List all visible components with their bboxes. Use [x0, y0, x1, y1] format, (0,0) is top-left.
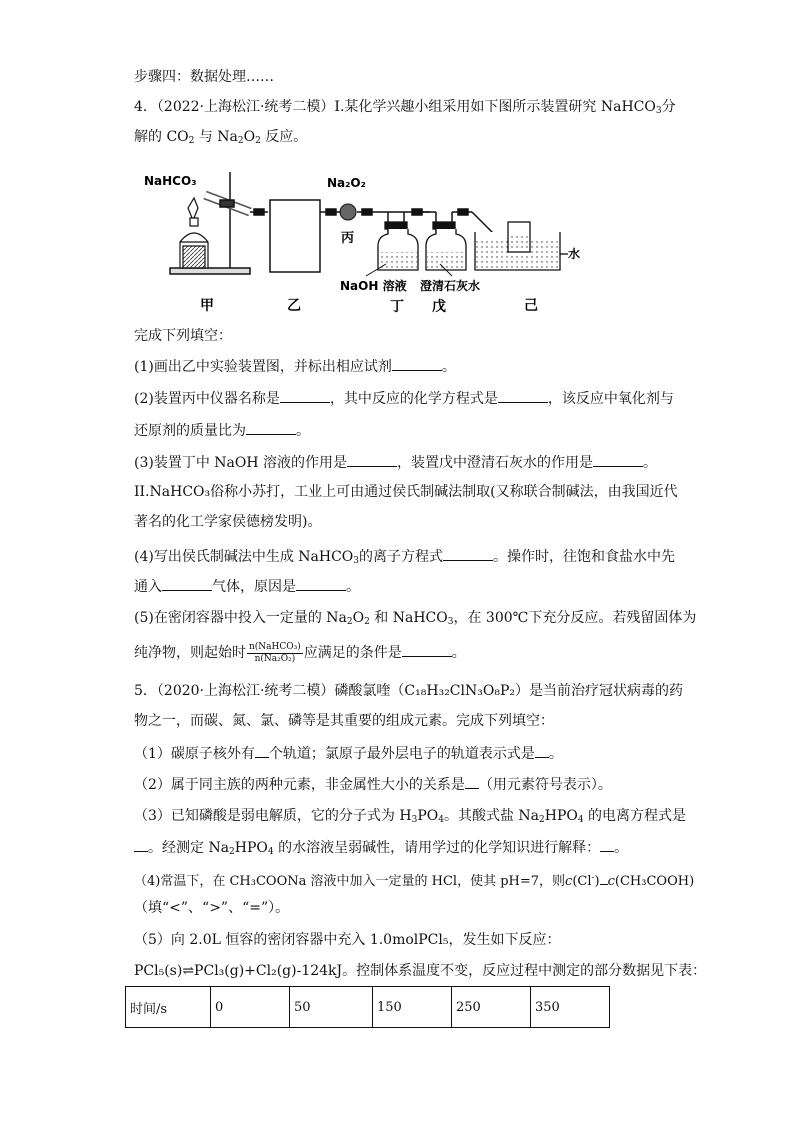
- text-span: (4)写出侯氏制碱法中生成 NaHCO: [134, 549, 354, 565]
- question-line: [134, 576, 360, 597]
- text-span: 的离子方程式: [359, 549, 444, 565]
- text-span: O: [352, 610, 365, 626]
- question-line: [134, 743, 563, 764]
- water-label: 水: [568, 247, 581, 261]
- label-jia: 甲: [200, 298, 214, 314]
- text-span: (5)在密闭容器中投入一定量的 Na: [134, 610, 347, 626]
- text-span: 。: [296, 423, 310, 439]
- reagent-limewater-label: 澄清石灰水: [420, 279, 481, 293]
- text-span: 。: [614, 840, 629, 856]
- subscript: 4: [577, 815, 584, 825]
- reagent-na2o2-label: Na₂O₂: [327, 176, 366, 190]
- answer-blank[interactable]: [600, 837, 614, 852]
- question-line: [134, 452, 657, 473]
- answer-blank[interactable]: [134, 837, 148, 852]
- subscript: 3: [655, 106, 662, 116]
- superscript: -: [591, 873, 595, 883]
- table-cell: 250: [452, 987, 531, 1028]
- answer-blank[interactable]: [255, 743, 269, 758]
- text-line: （填“<”、“>”、“=”）。: [134, 900, 290, 916]
- text-span: (1)画出乙中实验装置图，并标出相应试剂: [134, 359, 392, 375]
- question-line: [134, 388, 674, 409]
- fraction-denominator: n(Na₂O₂): [254, 653, 296, 664]
- subscript: 4: [267, 847, 274, 857]
- text-span: ): [594, 874, 600, 889]
- text-line: （5）向 2.0L 恒容的密闭容器中充入 1.0molPCl₅，发生如下反应：: [134, 932, 561, 948]
- text-span: 4．（2022·上海松江·统考二模）I.某化学兴趣小组采用如下图所示装置研究 NaHCO: [134, 99, 656, 115]
- text-span: (CH₃COOH): [614, 874, 695, 889]
- text-span: （用元素符号表示）。: [478, 777, 612, 793]
- table-cell: 时间/s: [126, 987, 211, 1028]
- alcohol-burner: [180, 198, 208, 268]
- text-span: (Cl: [572, 874, 592, 889]
- text-span: ，该反应中氧化剂与: [547, 391, 674, 407]
- answer-blank[interactable]: [162, 576, 212, 591]
- question-line: [134, 806, 686, 830]
- text-span: 应满足的条件是: [303, 645, 402, 661]
- answer-blank[interactable]: [498, 388, 548, 403]
- question-line: [134, 837, 628, 862]
- answer-blank[interactable]: [280, 388, 330, 403]
- text-span: 的水溶液呈弱碱性，请用学过的化学知识进行解释：: [273, 840, 601, 856]
- table-cell: 150: [373, 987, 452, 1028]
- text-line: 著名的化工学家侯德榜发明)。: [134, 514, 322, 530]
- text-span: 还原剂的质量比为: [134, 423, 246, 439]
- text-span: 解的 CO: [134, 129, 189, 145]
- fraction: [247, 642, 303, 665]
- answer-blank[interactable]: [535, 743, 549, 758]
- answer-blank[interactable]: [392, 356, 442, 371]
- text-span: 。: [346, 579, 360, 595]
- bottle-ding: [378, 222, 418, 270]
- text-span: （1）碳原子核外有: [134, 746, 255, 762]
- subscript: 2: [255, 136, 261, 146]
- apparatus-diagram: [130, 160, 600, 320]
- subscript: 2: [188, 136, 195, 146]
- question-line: [134, 774, 612, 795]
- subscript: 2: [539, 815, 545, 825]
- text-span: HPO: [544, 808, 578, 824]
- text-span: HPO: [234, 840, 268, 856]
- text-span: (3)装置丁中 NaOH 溶液的作用是: [134, 455, 348, 471]
- subscript: 2: [229, 847, 235, 857]
- bottle-wu: [426, 222, 466, 270]
- reagent-nahco3-label: NaHCO₃: [144, 174, 197, 188]
- label-yi: 乙: [287, 298, 301, 314]
- text-line: II.NaHCO₃俗称小苏打，工业上可由通过侯氏制碱法制取(又称联合制碱法，由我国近代: [134, 484, 678, 500]
- text-span: ，装置戊中澄清石灰水的作用是: [397, 455, 594, 471]
- text-span: 。经测定 Na: [148, 840, 230, 856]
- subscript: 4: [438, 815, 444, 825]
- subscript: 3: [353, 556, 360, 566]
- text-span: c: [607, 874, 615, 889]
- text-span: 通入: [134, 579, 162, 595]
- answer-blank[interactable]: [402, 642, 452, 657]
- reagent-naoh-label: NaOH 溶液: [340, 279, 407, 293]
- text-span: O: [243, 129, 256, 145]
- text-span: 。其酸式盐 Na: [443, 808, 539, 824]
- question-line: [134, 546, 675, 571]
- answer-blank[interactable]: [465, 774, 479, 789]
- subscript: 3: [447, 617, 454, 627]
- answer-blank[interactable]: [593, 452, 643, 467]
- label-ji: 己: [524, 298, 538, 314]
- question-line: [134, 868, 694, 892]
- text-span: PO: [417, 808, 439, 824]
- text-span: 分: [661, 99, 676, 115]
- table-row: [126, 987, 610, 1028]
- question-line: [134, 640, 466, 666]
- fraction-numerator: n(NaHCO₃): [249, 641, 301, 652]
- text-span: 。: [548, 746, 563, 762]
- text-span: 。: [451, 645, 466, 661]
- question-line: [134, 420, 310, 441]
- text-span: 的电离方程式是: [583, 808, 687, 824]
- answer-blank[interactable]: [600, 870, 608, 885]
- text-span: （4)常温下，在 CH₃COONa 溶液中加入一定量的 HCl，使其 pH=7，则: [134, 874, 566, 889]
- answer-blank[interactable]: [246, 420, 296, 435]
- subscript: 2: [237, 136, 244, 146]
- answer-blank[interactable]: [347, 452, 397, 467]
- text-span: 。: [441, 359, 456, 375]
- table-cell: 350: [531, 987, 610, 1028]
- subscript: 3: [411, 815, 418, 825]
- text-span: （2）属于同主族的两种元素，非金属性大小的关系是: [134, 777, 465, 793]
- answer-blank[interactable]: [443, 546, 493, 561]
- box-yi: [270, 200, 320, 272]
- question-4-line-1: [134, 97, 676, 121]
- question-5-line-1: 5．（2020·上海松江·统考二模）磷酸氯喹（C₁₈H₃₂ClN₃O₈P₂）是当前治疗冠状病毒的药: [134, 683, 683, 699]
- label-bing: 丙: [341, 231, 355, 246]
- text-line: 完成下列填空：: [134, 328, 232, 344]
- subscript: 2: [346, 617, 353, 627]
- data-table: [125, 986, 610, 1028]
- text-line: 步骤四：数据处理……: [134, 69, 274, 85]
- tube-bing: [340, 204, 356, 220]
- text-line: PCl₅(s)⇌PCl₃(g)+Cl₂(g)-124kJ。控制体系温度不变，反应过程中测定的部分数据见下表：: [134, 963, 707, 979]
- subscript: 2: [364, 617, 370, 627]
- text-span: ，其中反应的化学方程式是: [329, 391, 498, 407]
- text-span: 。: [643, 455, 658, 471]
- text-span: 和 NaHCO: [369, 610, 448, 626]
- text-span: ，在 300℃下充分反应。若残留固体为: [453, 610, 697, 626]
- text-span: c: [565, 874, 573, 889]
- text-line: 物之一，而碳、氮、氯、磷等是其重要的组成元素。完成下列填空：: [134, 713, 554, 729]
- question-line: [134, 608, 696, 632]
- text-span: 。操作时，往饱和食盐水中先: [493, 549, 676, 565]
- table-cell: 0: [211, 987, 290, 1028]
- question-4-line-2: [134, 127, 307, 151]
- text-span: (2)装置丙中仪器名称是: [134, 391, 280, 407]
- text-span: 与 Na: [194, 129, 238, 145]
- answer-blank[interactable]: [296, 576, 346, 591]
- text-span: 个轨道；氯原子最外层电子的轨道表示式是: [268, 746, 535, 762]
- label-ding: 丁: [390, 299, 404, 315]
- table-cell: 50: [290, 987, 373, 1028]
- text-span: 气体，原因是: [212, 579, 296, 595]
- question-line: [134, 356, 456, 377]
- text-span: 反应。: [260, 129, 308, 145]
- text-span: （3）已知磷酸是弱电解质，它的分子式为 H: [134, 808, 412, 824]
- text-span: 纯净物，则起始时: [134, 645, 246, 661]
- label-wu: 戊: [432, 299, 446, 315]
